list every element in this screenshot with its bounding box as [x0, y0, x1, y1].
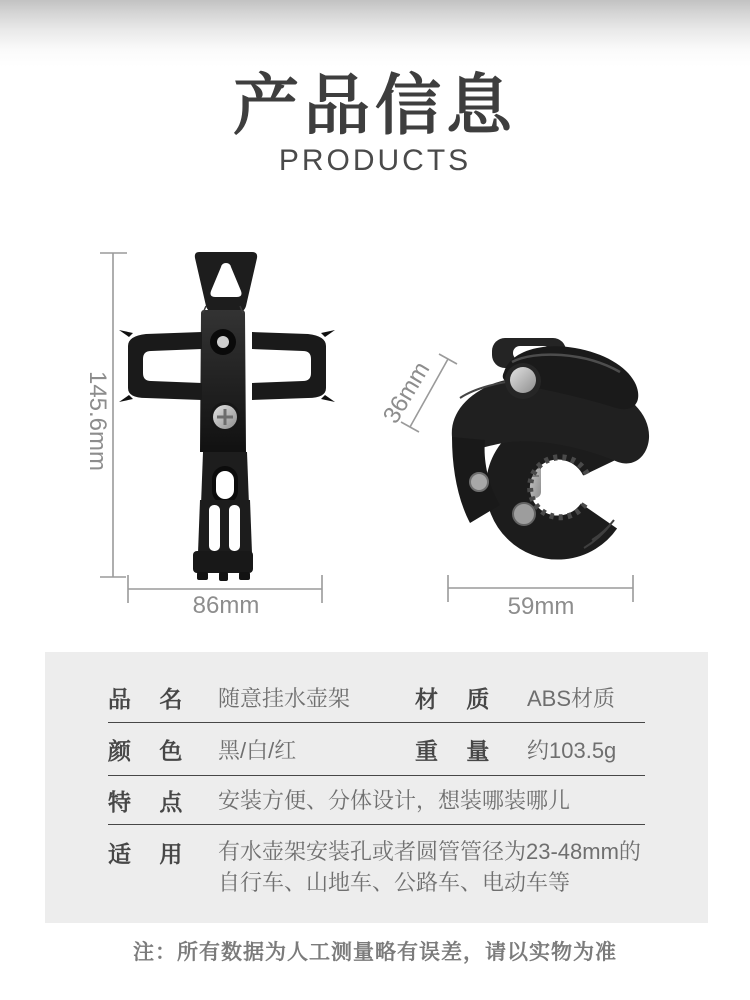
clamp-jaw-label: 36mm — [377, 357, 436, 429]
measurement-disclaimer-note: 注：所有数据为人工测量略有误差，请以实物为准 — [133, 941, 617, 964]
page-title: 产品信息 — [233, 68, 517, 142]
spec-label-color: 颜 色 — [108, 737, 183, 764]
spec-label-features: 特 点 — [108, 788, 183, 815]
spec-value-color: 黑/白/红 — [218, 737, 297, 763]
spec-value-features: 安装方便、分体设计，想装哪装哪儿 — [218, 787, 571, 813]
bottle-cage-illustration — [119, 252, 335, 581]
cage-height-label: 145.6mm — [84, 370, 111, 472]
handlebar-clamp-illustration — [452, 338, 649, 548]
spec-value-applicable: 有水壶架安装孔或者圆管管径为23-48mm的自行车、山地车、公路车、电动车等 — [218, 839, 641, 895]
clamp-width-label: 59mm — [507, 593, 575, 620]
product-figures — [0, 240, 750, 630]
product-figures-canvas — [0, 240, 750, 630]
spec-value-weight: 约103.5g — [527, 737, 617, 763]
spec-value-name: 随意挂水壶架 — [218, 685, 351, 711]
cage-width-label: 86mm — [192, 592, 260, 619]
page-subtitle: PRODUCTS — [278, 144, 472, 177]
spec-row-features — [108, 776, 645, 825]
spec-value-material: ABS材质 — [527, 685, 616, 711]
spec-row-name-material — [108, 672, 645, 723]
spec-label-material: 材 质 — [415, 685, 490, 712]
spec-row-color-weight — [108, 723, 645, 776]
spec-table — [45, 652, 708, 923]
spec-label-name: 品 名 — [108, 685, 183, 712]
spec-label-applicable: 适 用 — [108, 841, 183, 867]
spec-row-applicable — [108, 825, 645, 926]
spec-label-weight: 重 量 — [415, 737, 490, 764]
